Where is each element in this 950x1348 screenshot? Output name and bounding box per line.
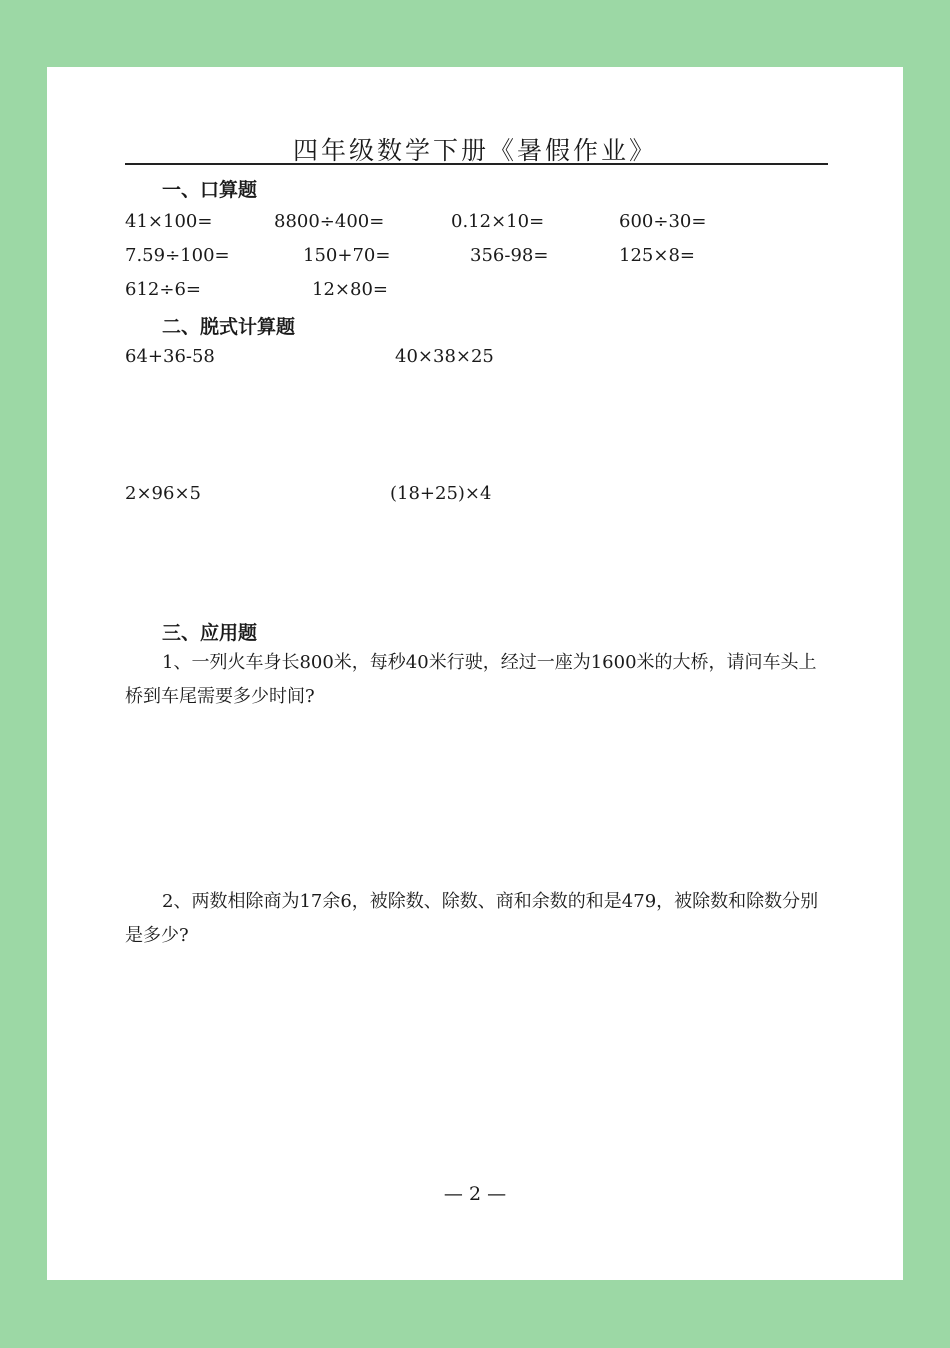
step-calculation-item: 40×38×25 [395,346,494,367]
word-problem: 2、两数相除商为17余6，被除数、除数、商和余数的和是479，被除数和除数分别是多少? [125,891,819,946]
section-heading-mental-math: 一、口算题 [162,179,258,201]
mental-math-item: 600÷30= [619,211,707,232]
step-calculation-item: 2×96×5 [125,483,201,504]
section-heading-step-calculation: 二、脱式计算题 [162,316,296,338]
section-heading-word-problems: 三、应用题 [162,622,258,644]
mental-math-item: 7.59÷100= [125,245,230,266]
title-underline [125,163,828,165]
mental-math-item: 0.12×10= [451,211,545,232]
mental-math-item: 356-98= [470,245,549,266]
worksheet-page [47,67,903,1280]
mental-math-item: 41×100= [125,211,213,232]
mental-math-item: 125×8= [619,245,695,266]
step-calculation-item: 64+36-58 [125,346,215,367]
step-calculation-item: (18+25)×4 [390,483,492,504]
mental-math-item: 12×80= [312,279,388,300]
mental-math-item: 8800÷400= [274,211,385,232]
word-problem: 1、一列火车身长800米，每秒40米行驶，经过一座为1600米的大桥，请问车头上桥到车尾需要多少时间? [125,652,817,707]
page-title: 四年级数学下册《暑假作业》 [292,136,657,165]
page-number: — 2 — [443,1183,507,1205]
mental-math-item: 150+70= [303,245,391,266]
mental-math-item: 612÷6= [125,279,201,300]
